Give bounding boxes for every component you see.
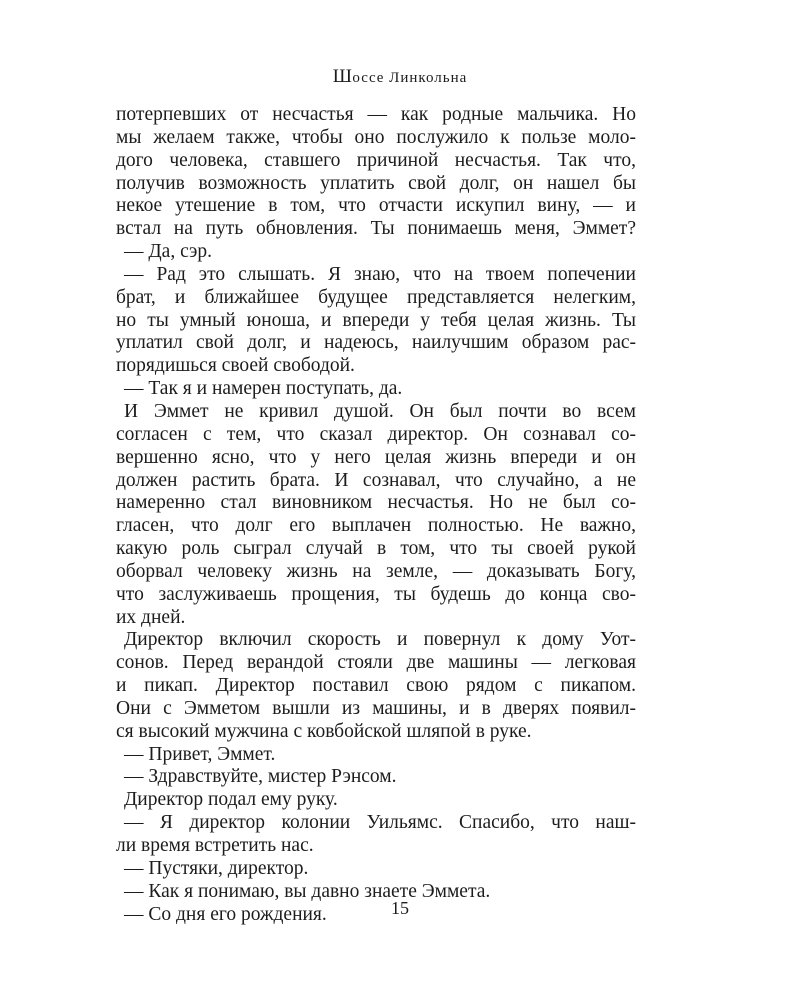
dialogue-line: — Здравствуйте, мистер Рэнсом. <box>124 766 397 788</box>
text-line: оборвал человеку жизнь на земле, — доказывать Богу, <box>116 560 636 582</box>
text-line: вершенно ясно, что у него целая жизнь впереди и он <box>116 446 636 468</box>
text-line: мы желаем также, чтобы оно послужило к пользе моло- <box>116 126 636 148</box>
body-text <box>116 104 636 926</box>
text-line: сонов. Перед верандой стояли две машины — легковая <box>116 652 636 674</box>
dialogue-line: — Так я и намерен поступать, да. <box>124 378 403 400</box>
text-line: порядишься своей свободой. <box>116 355 355 377</box>
text-line: их дней. <box>116 606 186 628</box>
text-line: что заслуживаешь прощения, ты будешь до конца сво- <box>116 583 636 605</box>
text-line: некое утешение в том, что отчасти искупил вину, — и <box>116 195 636 217</box>
text-line: встал на путь обновления. Ты понимаешь меня, Эммет? <box>116 218 636 240</box>
page-number: 15 <box>391 898 409 918</box>
paragraph-start-line: И Эммет не кривил душой. Он был почти во всем <box>124 400 636 422</box>
text-line: и пикап. Директор поставил свою рядом с пикапом. <box>116 675 636 697</box>
running-head-initial: Ш <box>332 66 353 87</box>
text-line: ли время встретить нас. <box>116 835 314 856</box>
text-line: получив возможность уплатить свой долг, он нашел бы <box>116 172 636 194</box>
running-head-rest: оссе Линкольна <box>352 70 468 86</box>
dialogue-line: — Привет, Эммет. <box>124 743 276 765</box>
text-line: гласен, что долг его выплачен полностью. Не важно, <box>116 515 636 537</box>
dialogue-line: — Пустяки, директор. <box>124 857 309 879</box>
running-head <box>0 66 800 88</box>
dialogue-line: — Как я понимаю, вы давно знаете Эммета. <box>124 880 491 902</box>
text-line: согласен с тем, что сказал директор. Он сознавал со- <box>116 423 636 445</box>
text-line: какую роль сыграл случай в том, что ты своей рукой <box>116 538 636 560</box>
paragraph-start-line: Директор подал ему руку. <box>124 789 338 811</box>
dialogue-line: — Со дня его рождения. <box>124 903 327 925</box>
text-line: должен растить брата. И сознавал, что случайно, а не <box>116 469 636 491</box>
paragraph-start-line: Директор включил скорость и повернул к дому Уот- <box>124 629 636 651</box>
text-line: потерпевших от несчастья — как родные мальчика. Но <box>116 104 636 125</box>
text-line: намеренно стал виновником несчастья. Но не был со- <box>116 492 636 514</box>
text-line: брат, и ближайшее будущее представляется нелегким, <box>116 286 636 308</box>
text-line: но ты умный юноша, и впереди у тебя целая жизнь. Ты <box>116 309 636 331</box>
text-line: ся высокий мужчина с ковбойской шляпой в руке. <box>116 720 532 742</box>
dialogue-line: — Я директор колонии Уильямс. Спасибо, что наш- <box>124 812 636 834</box>
dialogue-line: — Да, сэр. <box>124 241 212 263</box>
text-line: уплатил свой долг, и надеюсь, наилучшим образом рас- <box>116 332 636 354</box>
text-line: Они с Эмметом вышли из машины, и в дверях появил- <box>116 697 636 719</box>
dialogue-line: — Рад это слышать. Я знаю, что на твоем попечении <box>124 263 636 285</box>
text-line: дого человека, ставшего причиной несчастья. Так что, <box>116 149 636 171</box>
